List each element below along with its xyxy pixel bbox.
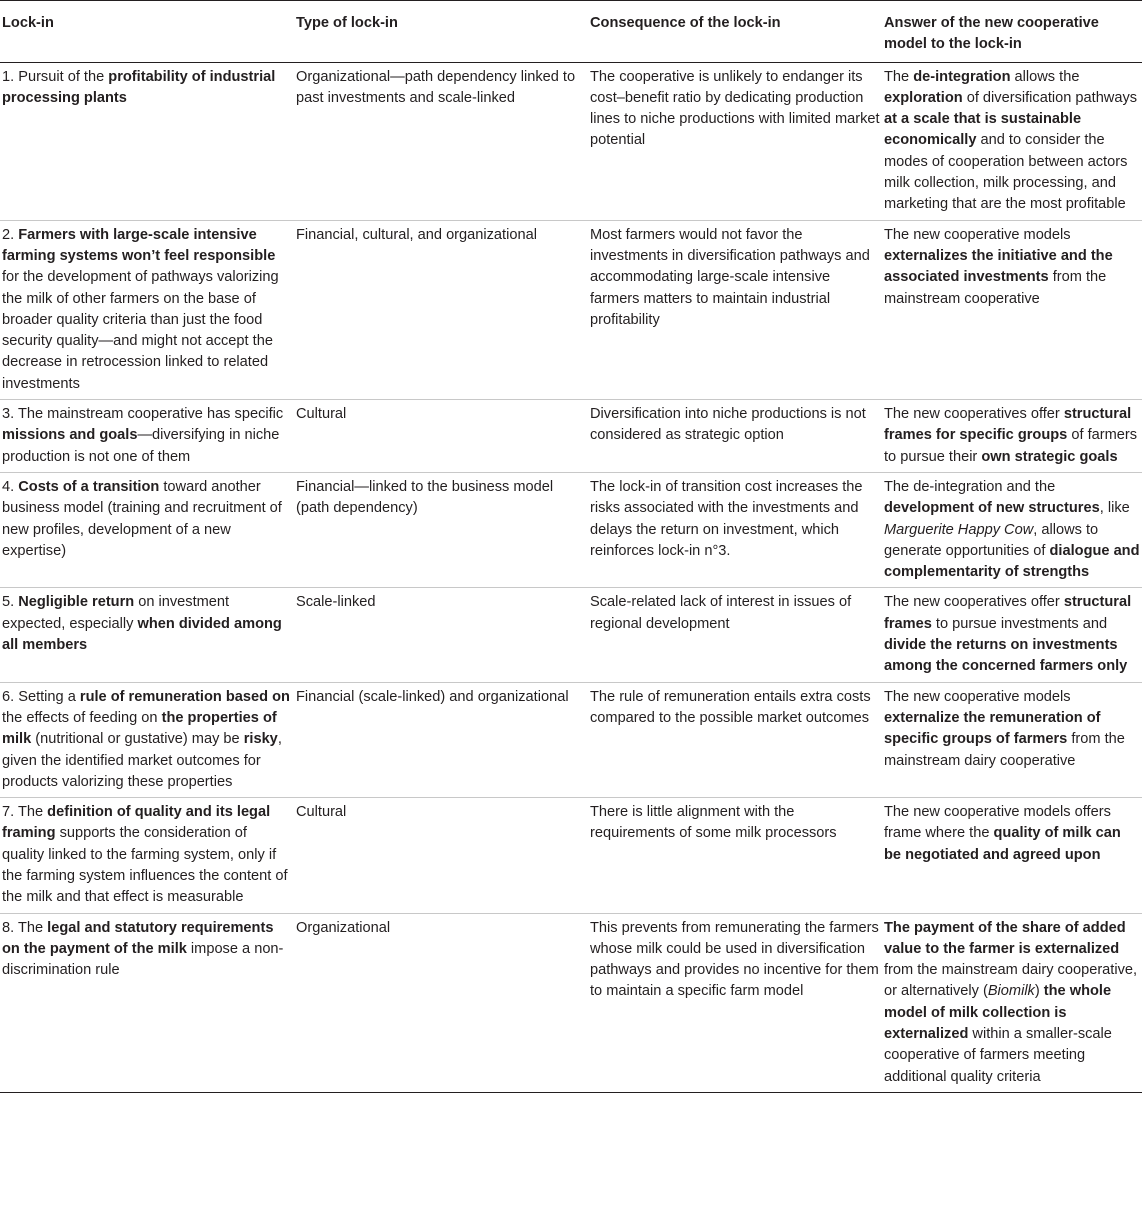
cell-text: The new cooperative models bbox=[884, 688, 1071, 705]
table-row bbox=[0, 798, 1142, 913]
table-row bbox=[0, 220, 1142, 399]
cell-text: The new cooperative models offers frame where the bbox=[884, 804, 1111, 842]
cell-text: supports the consideration of quality linked to the farming system, only if the farming system influences the content of the milk and that effect is measurable bbox=[2, 825, 288, 906]
cell-text: when divided among all members bbox=[2, 615, 282, 654]
cell-text: Scale-related lack of interest in issues of regional development bbox=[590, 594, 852, 632]
table-row bbox=[0, 913, 1142, 1092]
cell-text: 6. Setting a bbox=[2, 688, 80, 705]
cell-consequence bbox=[588, 62, 882, 220]
cell-text: structural frames bbox=[884, 594, 1132, 632]
cell-text: 8. The bbox=[2, 919, 48, 936]
cell-text: risky bbox=[243, 731, 278, 748]
cell-text: externalize the remuneration of specific groups of farmers bbox=[884, 709, 1101, 748]
cell-text: Diversification into niche productions is not considered as strategic option bbox=[590, 406, 866, 444]
cell-text: development of new structures bbox=[884, 500, 1100, 517]
cell-answer bbox=[882, 400, 1142, 473]
cell-answer bbox=[882, 682, 1142, 797]
cell-text: exploration bbox=[884, 89, 963, 106]
cell-text: from the mainstream cooperative bbox=[884, 269, 1107, 307]
cell-text: Financial—linked to the business model (path dependency) bbox=[296, 478, 554, 517]
cell-text: ) bbox=[1034, 983, 1044, 1000]
cell-text: legal and statutory requirements on the payment of the milk bbox=[2, 919, 274, 957]
cell-consequence bbox=[588, 682, 882, 797]
cell-text: de-integration bbox=[913, 68, 1011, 85]
cell-text: Biomilk bbox=[987, 983, 1035, 1000]
table-row bbox=[0, 400, 1142, 473]
cell-text: Costs of a transition bbox=[18, 478, 160, 495]
cell-consequence bbox=[588, 220, 882, 399]
cell-text: There is little alignment with the requirements of some milk processors bbox=[590, 804, 837, 842]
cell-text: Cultural bbox=[296, 804, 347, 821]
cell-text: to pursue investments and bbox=[931, 615, 1108, 632]
cell-text: The new cooperative models bbox=[884, 226, 1071, 243]
cell-text: dialogue and complementarity of strengths bbox=[884, 542, 1140, 581]
table-row bbox=[0, 472, 1142, 587]
cell-text: Most farmers would not favor the investments in diversification pathways and accommodating large-scale intensive farmers matters to maintain industrial profitability bbox=[590, 226, 870, 328]
header-lockin: Lock-in bbox=[2, 15, 54, 31]
cell-text: The cooperative is unlikely to endanger its cost–benefit ratio by dedicating production lines to niche productions with limited market potential bbox=[590, 68, 880, 149]
cell-text: , given the identified market outcomes for products valorizing these properties bbox=[2, 731, 282, 790]
cell-text: 4. bbox=[2, 478, 19, 495]
cell-text: of diversification pathways bbox=[962, 89, 1138, 106]
cell-text: on investment expected, especially bbox=[2, 594, 230, 632]
cell-type bbox=[294, 400, 588, 473]
cell-text: within a smaller-scale cooperative of farmers meeting additional quality criteria bbox=[884, 1026, 1112, 1085]
cell-answer bbox=[882, 588, 1142, 682]
cell-text: The new cooperatives offer bbox=[884, 594, 1064, 611]
cell-text: 1. Pursuit of the bbox=[2, 68, 109, 85]
cell-text: The new cooperatives offer bbox=[884, 406, 1064, 423]
cell-type bbox=[294, 682, 588, 797]
cell-text: 5. bbox=[2, 594, 19, 611]
cell-consequence bbox=[588, 588, 882, 682]
cell-text: structural frames for specific groups bbox=[884, 406, 1132, 444]
cell-text: quality of milk can be negotiated and agreed upon bbox=[884, 825, 1121, 863]
cell-text: the whole model of milk collection is externalized bbox=[884, 983, 1112, 1043]
cell-text: The de-integration and the bbox=[884, 478, 1056, 495]
cell-text: own strategic goals bbox=[981, 448, 1118, 465]
cell-text: 2. bbox=[2, 226, 19, 243]
cell-text: Farmers with large-scale intensive farming systems won’t feel responsible bbox=[2, 226, 276, 264]
cell-text: the properties of milk bbox=[2, 709, 277, 748]
header-answer: Answer of the new cooperative model to the lock-in bbox=[884, 15, 1099, 53]
cell-type bbox=[294, 220, 588, 399]
cell-text: The payment of the share of added value to the farmer is externalized bbox=[884, 919, 1126, 957]
cell-text: allows the bbox=[1010, 68, 1080, 85]
cell-text: profitability of industrial processing plants bbox=[2, 68, 276, 106]
cell-text: 3. The mainstream cooperative has specific bbox=[2, 406, 284, 423]
cell-text: divide the returns on investments among the concerned farmers only bbox=[884, 637, 1128, 675]
cell-text: for the development of pathways valorizing the milk of other farmers on the base of broader quality criteria than just the food security quality—and might not accept the decrease in retrocession linked to related investments bbox=[2, 269, 279, 392]
cell-answer bbox=[882, 798, 1142, 913]
cell-lockin bbox=[0, 400, 294, 473]
cell-text: The bbox=[884, 68, 914, 85]
cell-type bbox=[294, 913, 588, 1092]
header-row bbox=[0, 1, 1142, 63]
cell-text: Marguerite Happy Cow bbox=[884, 521, 1034, 538]
cell-consequence bbox=[588, 913, 882, 1092]
header-type: Type of lock-in bbox=[296, 15, 398, 31]
header-consequence: Consequence of the lock-in bbox=[590, 15, 781, 31]
cell-consequence bbox=[588, 472, 882, 587]
cell-lockin bbox=[0, 682, 294, 797]
cell-text: at a scale that is sustainable economically bbox=[884, 111, 1082, 149]
cell-consequence bbox=[588, 798, 882, 913]
cell-text: The rule of remuneration entails extra costs compared to the possible market outcomes bbox=[590, 688, 871, 726]
cell-lockin bbox=[0, 220, 294, 399]
cell-answer bbox=[882, 472, 1142, 587]
table-row bbox=[0, 588, 1142, 682]
cell-answer bbox=[882, 62, 1142, 220]
cell-text: the effects of feeding on bbox=[2, 709, 162, 726]
cell-text: , allows to generate opportunities of bbox=[884, 521, 1099, 559]
cell-text: impose a non-discrimination rule bbox=[2, 940, 284, 979]
cell-text: Cultural bbox=[296, 406, 347, 423]
cell-text: Financial, cultural, and organizational bbox=[296, 226, 537, 243]
cell-answer bbox=[882, 220, 1142, 399]
cell-lockin bbox=[0, 913, 294, 1092]
cell-type bbox=[294, 472, 588, 587]
cell-text: Organizational bbox=[296, 919, 391, 936]
cell-text: This prevents from remunerating the farmers whose milk could be used in diversification pathways and provides no incentive for them to maintain a specific farm model bbox=[590, 919, 879, 1000]
cell-text: —diversifying in niche production is not one of them bbox=[2, 427, 280, 465]
cell-text: Negligible return bbox=[18, 594, 135, 611]
cell-text: Organizational—path dependency linked to past investments and scale-linked bbox=[296, 68, 576, 106]
cell-text: missions and goals bbox=[2, 427, 138, 444]
cell-lockin bbox=[0, 798, 294, 913]
cell-type bbox=[294, 798, 588, 913]
cell-text: Financial (scale-linked) and organizational bbox=[296, 688, 569, 705]
cell-text: externalizes the initiative and the associated investments bbox=[884, 247, 1113, 286]
cell-text: toward another business model (training and recruitment of new profiles, development of a new expertise) bbox=[2, 478, 282, 559]
cell-lockin bbox=[0, 472, 294, 587]
table-row bbox=[0, 682, 1142, 797]
cell-text: definition of quality and its legal framing bbox=[2, 804, 271, 842]
cell-type bbox=[294, 588, 588, 682]
cell-lockin bbox=[0, 62, 294, 220]
cell-text: rule of remuneration based on bbox=[79, 688, 290, 705]
cell-text: of farmers to pursue their bbox=[884, 427, 1138, 465]
cell-text: 7. The bbox=[2, 804, 48, 821]
cell-lockin bbox=[0, 588, 294, 682]
cell-text: from the mainstream dairy cooperative bbox=[884, 731, 1125, 769]
cell-text: from the mainstream dairy cooperative, or alternatively ( bbox=[884, 962, 1138, 1000]
table-row bbox=[0, 62, 1142, 220]
cell-text: The lock-in of transition cost increases the risks associated with the investments and delays the return on investment, which reinforces lock-in n°3. bbox=[590, 478, 863, 559]
cell-text: , like bbox=[1099, 500, 1130, 517]
cell-answer bbox=[882, 913, 1142, 1092]
cell-consequence bbox=[588, 400, 882, 473]
cell-text: Scale-linked bbox=[296, 594, 376, 611]
cell-text: and to consider the modes of cooperation between actors milk collection, milk processing, and marketing that are the most profitable bbox=[884, 132, 1128, 213]
cell-type bbox=[294, 62, 588, 220]
cell-text: (nutritional or gustative) may be bbox=[31, 731, 244, 748]
